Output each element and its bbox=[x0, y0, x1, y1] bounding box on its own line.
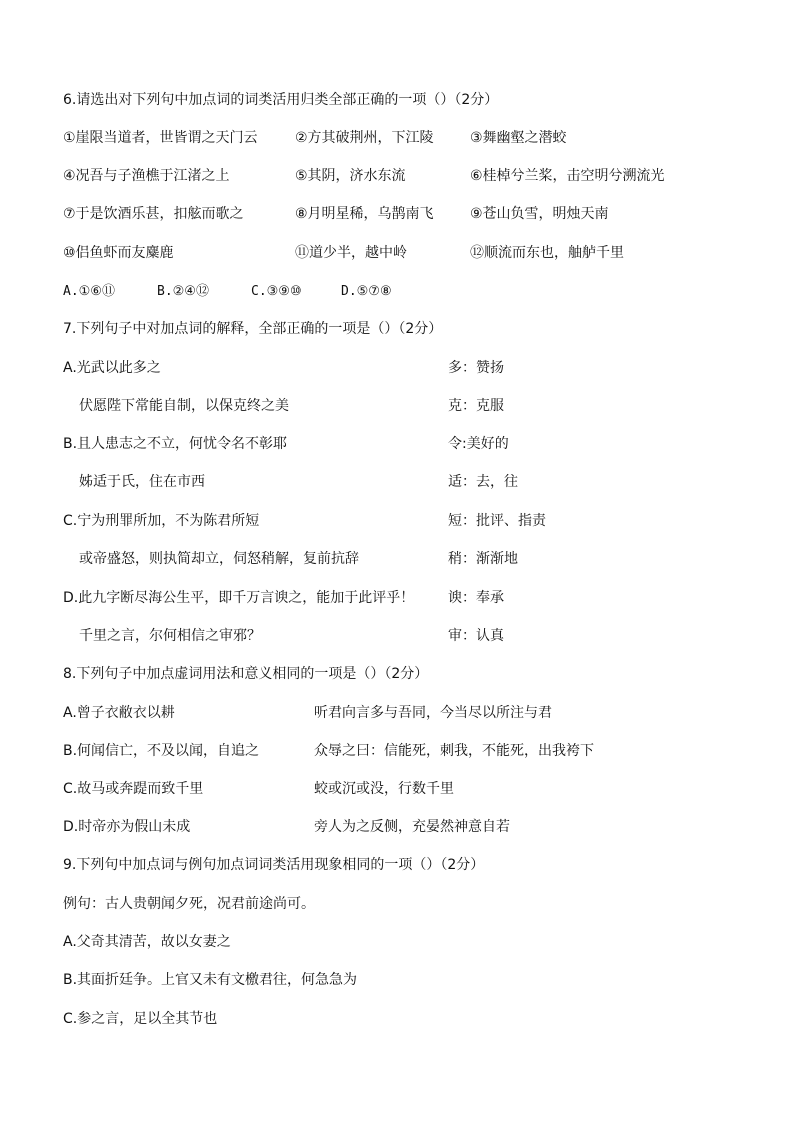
q6-choice-d: D.⑤⑦⑧ bbox=[341, 284, 392, 299]
q7-row-sentence: B.且人患志之不立，何忧令名不彰耶 bbox=[63, 436, 288, 452]
question-6-stem: 6.请选出对下列句中加点词的词类活用归类全部正确的一项（）（2分） bbox=[63, 92, 499, 108]
q7-row-sentence: A.光武以此多之 bbox=[63, 360, 161, 376]
q8-row-left: B.何闻信亡，不及以闻，自追之 bbox=[63, 743, 260, 759]
q7-row-gloss: 稍：渐渐地 bbox=[448, 551, 518, 567]
question-7-stem: 7.下列句子中对加点词的解释，全部正确的一项是（）（2分） bbox=[63, 321, 443, 337]
q7-row-sentence: 或帝盛怒，则执简却立，伺怒稍解，复前抗辞 bbox=[79, 551, 359, 567]
q7-row-sentence: C.宁为刑罪所加，不为陈君所短 bbox=[63, 513, 260, 529]
q8-row-right: 旁人为之反侧，充晏然神意自若 bbox=[314, 819, 510, 835]
q6-item-5: ⑤其阴，济水东流 bbox=[295, 168, 406, 184]
q6-item-1: ①崖限当道者，世皆谓之天门云 bbox=[63, 130, 258, 146]
q7-row-sentence: 伏愿陛下常能自制，以保克终之美 bbox=[79, 398, 289, 414]
q7-row-gloss: 克：克服 bbox=[448, 398, 504, 414]
q6-item-9: ⑨苍山负雪，明烛天南 bbox=[470, 206, 609, 222]
q7-row-gloss: 谀：奉承 bbox=[448, 590, 504, 606]
q8-row-right: 蛟或沉或没，行数千里 bbox=[314, 781, 454, 797]
q6-item-8: ⑧月明星稀，乌鹊南飞 bbox=[295, 206, 434, 222]
q6-item-6: ⑥桂棹兮兰桨，击空明兮溯流光 bbox=[470, 168, 665, 184]
question-9-stem: 9.下列句中加点词与例句加点词词类活用现象相同的一项（）（2分） bbox=[63, 857, 485, 873]
q6-item-10: ⑩侣鱼虾而友麋鹿 bbox=[63, 245, 174, 261]
q8-row-left: C.故马或奔踶而致千里 bbox=[63, 781, 204, 797]
question-8-stem: 8.下列句子中加点虚词用法和意义相同的一项是（）（2分） bbox=[63, 666, 429, 682]
q7-row-gloss: 审：认真 bbox=[448, 628, 504, 644]
q8-row-right: 众辱之曰：信能死，刺我，不能死，出我袴下 bbox=[314, 743, 594, 759]
q6-item-12: ⑫顺流而东也，舳舻千里 bbox=[470, 245, 624, 261]
q6-item-2: ②方其破荆州，下江陵 bbox=[295, 130, 434, 146]
q7-row-sentence: 千里之言，尔何相信之审邪？ bbox=[79, 628, 261, 644]
q8-row-right: 听君向言多与吾同，今当尽以所注与君 bbox=[314, 705, 552, 721]
q7-row-sentence: D.此九字断尽海公生平，即千万言谀之，能加于此评乎！ bbox=[63, 590, 415, 606]
q8-row-left: A.曾子衣敝衣以耕 bbox=[63, 705, 175, 721]
q7-row-gloss: 令:美好的 bbox=[448, 436, 509, 452]
q6-item-7: ⑦于是饮酒乐甚，扣舷而歌之 bbox=[63, 206, 244, 222]
q7-row-gloss: 适：去，往 bbox=[448, 474, 518, 490]
q9-example: 例句：古人贵朝闻夕死，况君前途尚可。 bbox=[63, 896, 315, 912]
q7-row-sentence: 姊适于氏，住在市西 bbox=[79, 474, 205, 490]
q7-row-gloss: 短：批评、指责 bbox=[448, 513, 546, 529]
q9-option-b: B.其面折廷争。上官又未有文檄君往，何急急为 bbox=[63, 972, 358, 988]
q6-choice-c: C.③⑨⑩ bbox=[251, 284, 302, 299]
q6-item-3: ③舞幽壑之潜蛟 bbox=[470, 130, 567, 146]
q9-option-a: A.父奇其清苦，故以女妻之 bbox=[63, 934, 231, 950]
q6-choice-a: A.①⑥⑪ bbox=[63, 284, 115, 299]
q9-option-c: C.参之言，足以全其节也 bbox=[63, 1011, 218, 1027]
q6-choice-b: B.②④⑫ bbox=[157, 284, 209, 299]
q6-item-11: ⑪道少半，越中岭 bbox=[295, 245, 407, 261]
q8-row-left: D.时帝亦为假山未成 bbox=[63, 819, 191, 835]
q6-item-4: ④况吾与子渔樵于江渚之上 bbox=[63, 168, 230, 184]
q7-row-gloss: 多：赞扬 bbox=[448, 360, 504, 376]
